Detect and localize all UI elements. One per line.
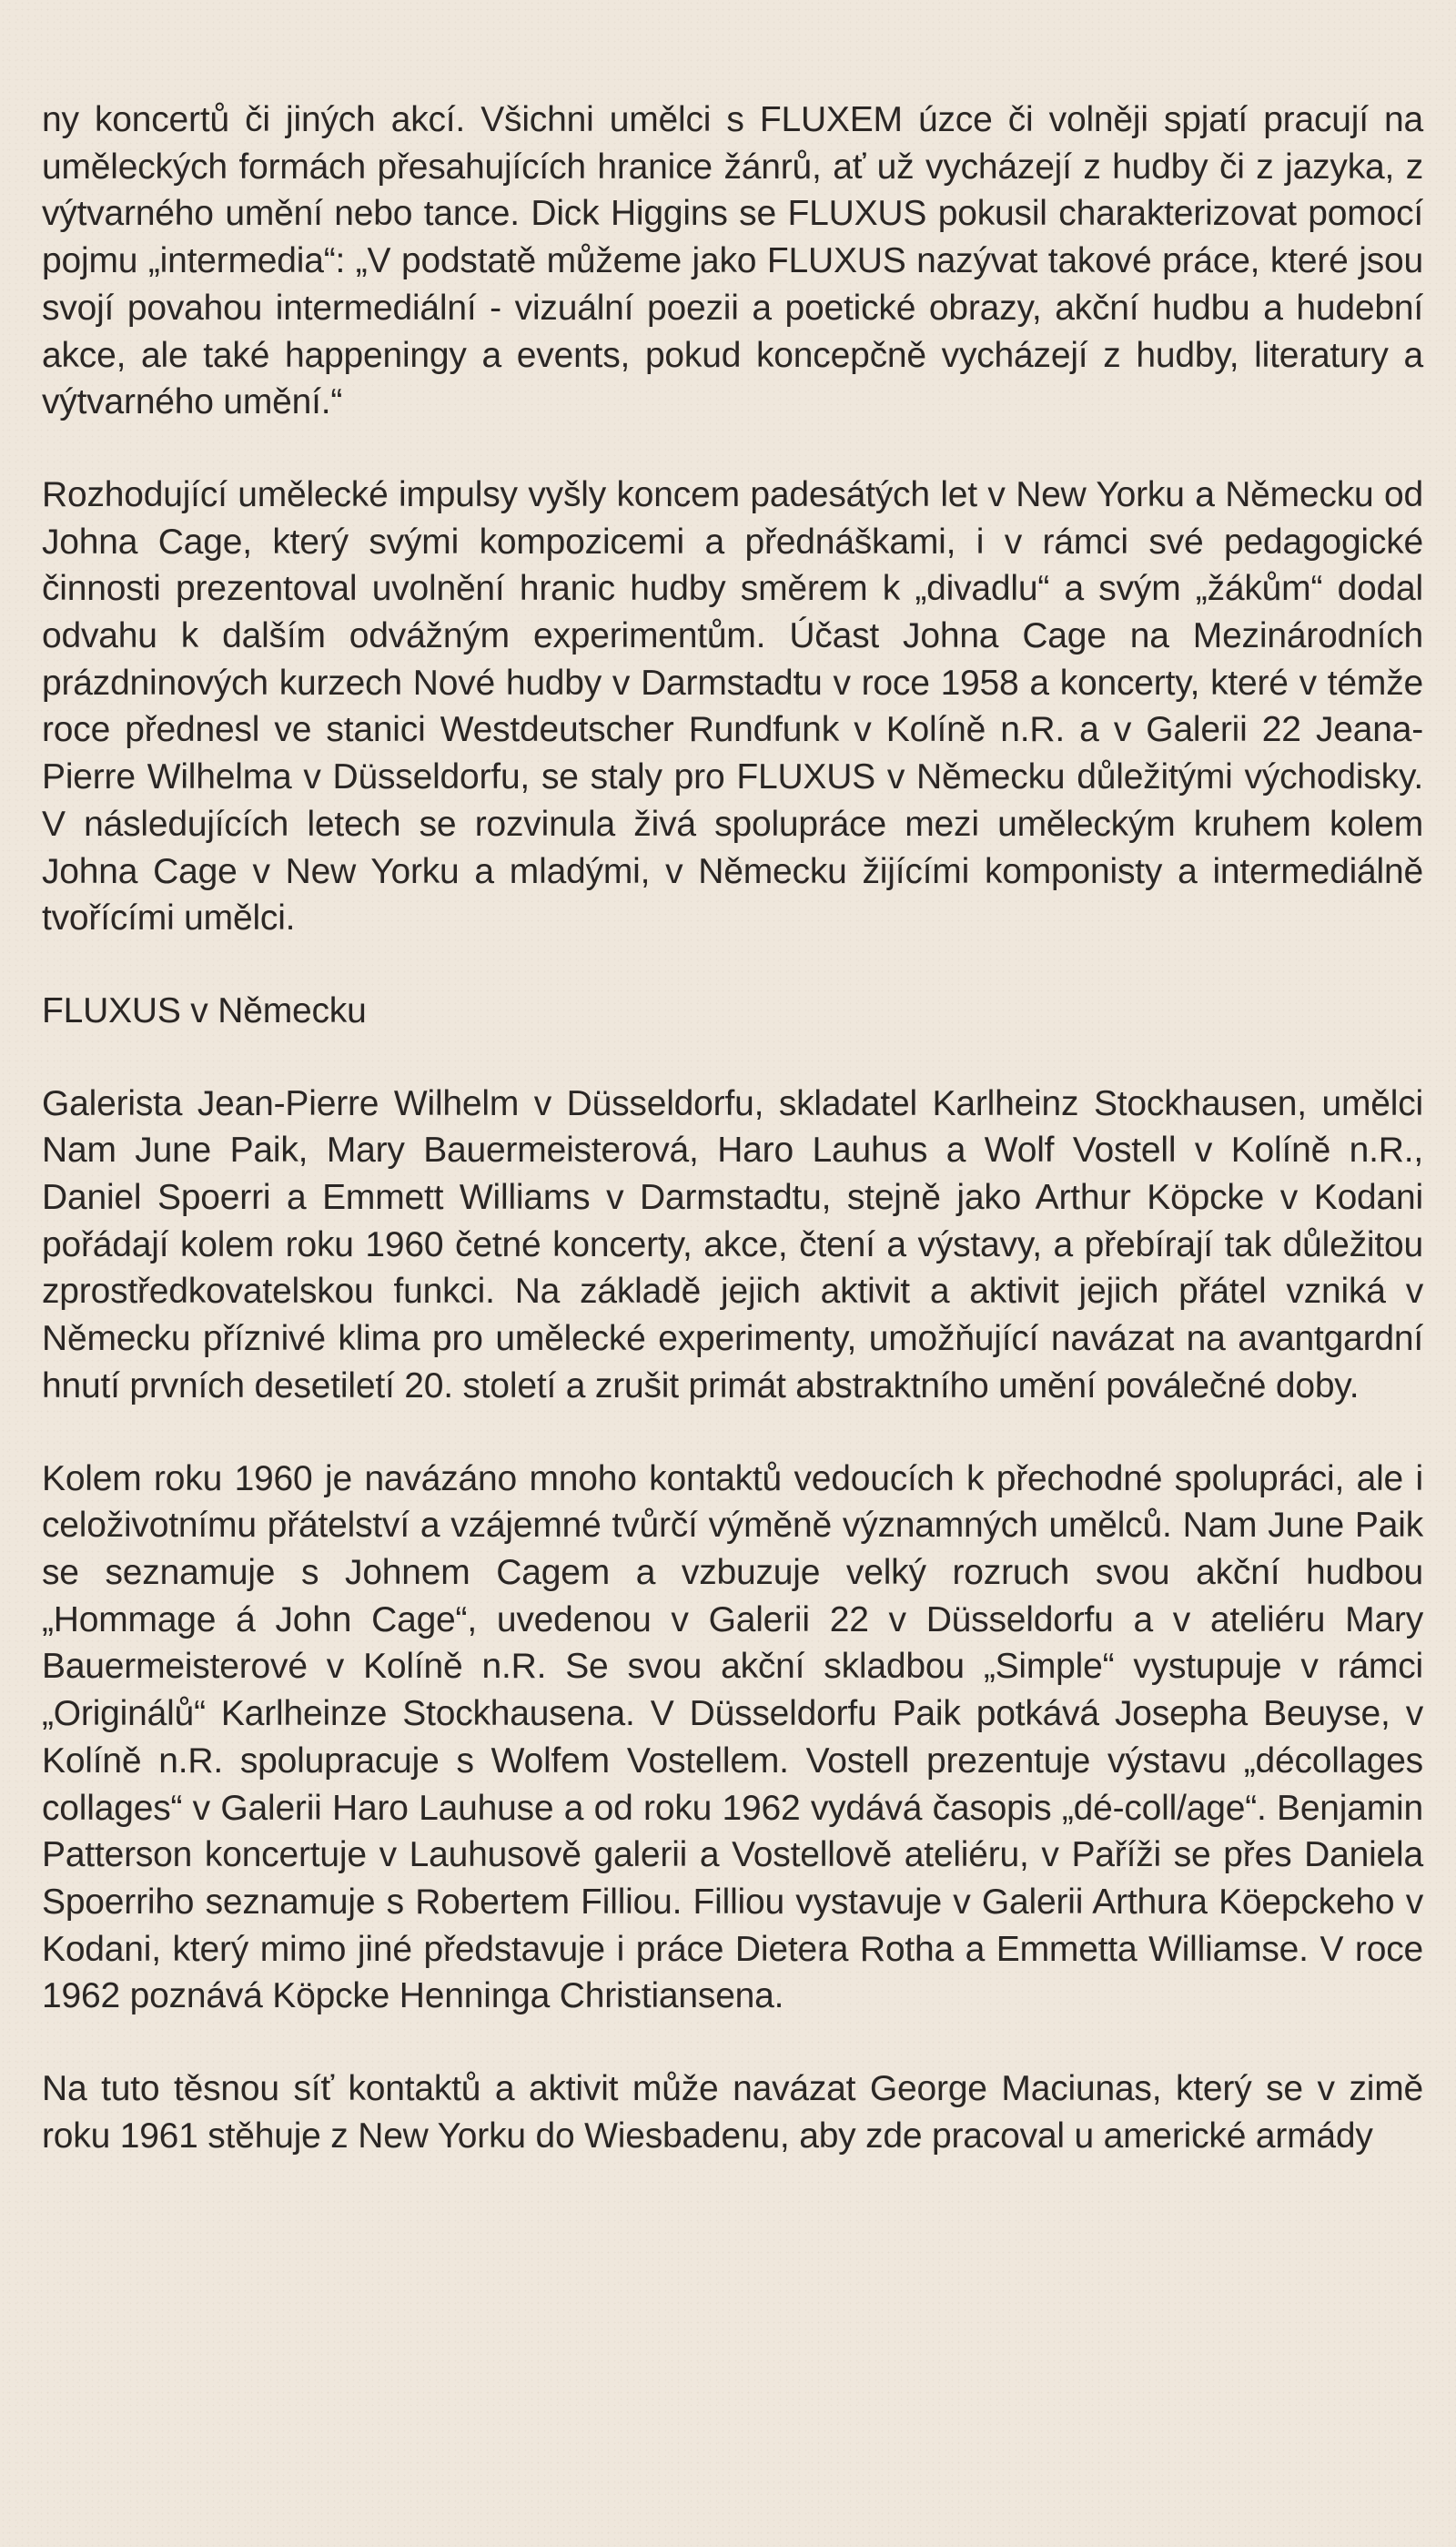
paragraph-kontakty: Kolem roku 1960 je navázáno mnoho kontaktů vedoucích k přechodné spolupráci, ale i celoživotnímu přátelství a vzájemné tvůrčí výměně významných umělců. Nam June Paik se seznamuje s Johnem Cagem a vzbuzuje velký rozruch svou akční hudbou „Hommage á John Cage“, uvedenou v Galerii 22 v Düsseldorfu a v ateliéru Mary Bauermeisterové v Kolíně n.R. Se svou akční skladbou „Simple“ vystupuje v rámci „Originálů“ Karlheinze Stockhausena. V Düsseldorfu Paik potkává Josepha Beuyse, v Kolíně n.R. spolupracuje s Wolfem Vostellem. Vostell prezentuje výstavu „décollages collages“ v Galerii Haro Lauhuse a od roku 1962 vydává časopis „dé-coll/age“. Benjamin Patterson koncertuje v Lauhusově galerii a Vostellově ateliéru, v Paříži se přes Daniela Spoerriho seznamuje s Robertem Filliou. Filliou vystavuje v Galerii Arthura Köepckeho v Kodani, který mimo jiné představuje i práce Dietera Rotha a Emmetta Williamse. V roce 1962 poznává Köpcke Henninga Christiansena. [42,1458,1423,2016]
paragraph-john-cage: Rozhodující umělecké impulsy vyšly koncem padesátých let v New Yorku a Německu od Johna Cage, který svými kompozicemi a přednáškami, i v rámci své pedagogické činnosti prezentoval uvolnění hranic hudby směrem k „divadlu“ a svým „žákům“ dodal odvahu k dalším odvážným experimentům. Účast Johna Cage na Mezinárodních prázdninových kurzech Nové hudby v Darmstadtu v roce 1958 a koncerty, které v témže roce přednesl ve stanici Westdeutscher Rundfunk v Kolíně n.R. a v Galerii 22 Jeana-Pierre Wilhelma v Düsseldorfu, se staly pro FLUXUS v Německu důležitými východisky. V následujících letech se rozvinula živá spolupráce mezi uměleckým kruhem kolem Johna Cage v New Yorku a mladými, v Německu žijícími komponisty a intermediálně tvořícími umělci. [42,474,1423,939]
section-heading: FLUXUS v Německu [42,990,367,1030]
text-column [42,96,1423,2159]
paragraph-galerista: Galerista Jean-Pierre Wilhelm v Düsseldorfu, skladatel Karlheinz Stockhausen, umělci Nam June Paik, Mary Bauermeisterová, Haro Lauhus a Wolf Vostell v Kolíně n.R., Daniel Spoerri a Emmett Williams v Darmstadtu, stejně jako Arthur Köpcke v Kodani pořádají kolem roku 1960 četné koncerty, akce, čtení a výstavy, a přebírají tak důležitou zprostředkovatelskou funkci. Na základě jejich aktivit a aktivit jejich přátel vzniká v Německu příznivé klima pro umělecké experimenty, umožňující navázat na avantgardní hnutí prvních desetiletí 20. století a zrušit primát abstraktního umění poválečné doby. [42,1083,1423,1405]
paragraph-maciunas: Na tuto těsnou síť kontaktů a aktivit může navázat George Maciunas, který se v zimě roku 1961 stěhuje z New Yorku do Wiesbadenu, aby zde pracoval u americké armády [42,2069,1423,2156]
paragraph-intermedia: ny koncertů či jiných akcí. Všichni umělci s FLUXEM úzce či volněji spjatí pracují na uměleckých formách přesahujících hranice žánrů, ať už vycházejí z hudby či z jazyka, z výtvarného umění nebo tance. Dick Higgins se FLUXUS pokusil charakterizovat pomocí pojmu „intermedia“: „V podstatě můžeme jako FLUXUS nazývat takové práce, které jsou svojí povahou intermediální - vizuální poezii a poetické obrazy, akční hudbu a hudební akce, ale také happeningy a events, pokud koncepčně vycházejí z hudby, literatury a výtvarného umění.“ [42,100,1423,422]
